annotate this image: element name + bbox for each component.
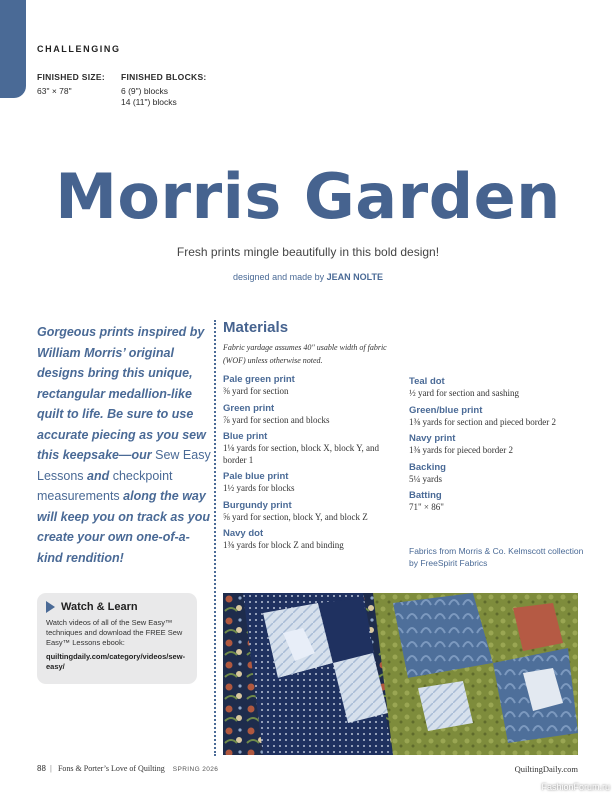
material-name: Blue print xyxy=(223,431,268,442)
quilt-photo-illustration xyxy=(223,593,578,755)
material-name: Backing xyxy=(409,461,446,473)
material-name: Batting xyxy=(409,490,442,501)
issue-season: SPRING 2026 xyxy=(172,766,219,773)
material-desc: 1⅜ yards for section and pieced border 2 xyxy=(409,416,556,427)
difficulty-level: CHALLENGING xyxy=(37,44,121,54)
material-item xyxy=(409,462,589,486)
material-name: Green/blue print xyxy=(409,404,483,416)
material-desc: 5¼ yards xyxy=(409,473,442,484)
byline-prefix: designed and made by xyxy=(233,272,327,282)
material-desc: ½ yard for section and sashing xyxy=(409,388,519,398)
watch-learn-box xyxy=(37,593,197,684)
material-item xyxy=(223,403,403,427)
material-item xyxy=(409,490,589,514)
finished-size-value: 63" × 78" xyxy=(37,86,72,96)
material-item xyxy=(223,374,403,398)
material-item xyxy=(223,431,403,466)
material-desc: 71" × 86" xyxy=(409,502,444,512)
side-tab-marker xyxy=(0,0,26,98)
material-name: Burgundy print xyxy=(223,499,292,511)
materials-title: Materials xyxy=(223,319,289,336)
material-name: Pale green print xyxy=(223,374,295,385)
designer-name: JEAN NOLTE xyxy=(326,272,383,282)
materials-list-right xyxy=(409,376,589,519)
page-footer xyxy=(37,764,218,773)
watch-learn-title: Watch & Learn xyxy=(61,601,138,613)
sew-easy-link[interactable]: quiltingdaily.com/category/videos/sew-easy/ xyxy=(46,652,186,671)
pattern-subtitle: Fresh prints mingle beautifully in this bold design! xyxy=(176,245,440,259)
material-item xyxy=(223,471,403,495)
intro-tail: along the way will keep you on track as you create your own one-of-a-kind rendition! xyxy=(37,489,210,565)
material-desc: ⅞ yard for section and blocks xyxy=(223,414,330,425)
magazine-name: Fons & Porter’s Love of Quilting xyxy=(57,764,165,773)
play-icon xyxy=(46,601,55,613)
fabric-credit: Fabrics from Morris & Co. Kelmscott collection by FreeSpirit Fabrics xyxy=(409,546,584,568)
finished-blocks xyxy=(121,72,207,108)
materials-list-left xyxy=(223,374,403,557)
finished-blocks-value: 14 (11") blocks xyxy=(121,97,177,107)
materials-note: Fabric yardage assumes 40" usable width of fabric (WOF) unless otherwise noted. xyxy=(223,343,387,365)
material-desc: 1⅛ yards for section, block X, block Y, and border 1 xyxy=(223,443,379,465)
finished-blocks-value: 6 (9") blocks xyxy=(121,86,168,96)
material-desc: ⅜ yard for section xyxy=(223,386,289,396)
pattern-title: Morris Garden xyxy=(55,160,561,233)
material-name: Pale blue print xyxy=(223,471,289,482)
watch-learn-body: Watch videos of all of the Sew Easy™ techniques and download the FREE Sew Easy™ Lessons ebook: xyxy=(46,618,183,647)
intro-link-sew-easy: Sew Easy Lessons xyxy=(37,448,211,483)
page-number: 88 xyxy=(37,764,46,773)
material-item xyxy=(223,528,403,552)
material-desc: ⅝ yard for section, block Y, and block Z xyxy=(223,511,368,522)
finished-blocks-label: FINISHED BLOCKS: xyxy=(121,72,207,82)
material-item xyxy=(409,405,589,429)
material-item xyxy=(223,500,403,524)
finished-size-label: FINISHED SIZE: xyxy=(37,72,105,82)
material-name: Navy dot xyxy=(223,528,264,539)
watermark: FashionForum.ru xyxy=(541,782,610,792)
intro-text xyxy=(37,322,212,568)
column-divider xyxy=(214,320,216,756)
material-desc: 1⅜ yards for pieced border 2 xyxy=(409,445,513,455)
finished-size xyxy=(37,72,105,97)
material-name: Teal dot xyxy=(409,376,445,387)
intro-checkpoints: checkpoint measurements xyxy=(37,468,173,503)
material-item xyxy=(409,376,589,400)
material-item xyxy=(409,433,589,457)
designer-byline xyxy=(0,272,616,282)
watch-learn-header xyxy=(46,601,188,613)
material-desc: 1⅜ yards for block Z and binding xyxy=(223,540,344,550)
intro-mid: and xyxy=(83,468,113,483)
quilt-photo xyxy=(223,593,578,755)
site-url[interactable]: QuiltingDaily.com xyxy=(514,764,578,774)
material-desc: 1½ yards for blocks xyxy=(223,483,295,493)
material-name: Green print xyxy=(223,402,275,414)
footer-separator: | xyxy=(49,764,52,773)
material-name: Navy print xyxy=(409,433,456,444)
intro-lead: Gorgeous prints inspired by William Morris’ original designs bring this unique, rectangular medallion-like quilt to life. Be sure to use accurate piecing as you sew this keepsake—our xyxy=(37,325,206,462)
